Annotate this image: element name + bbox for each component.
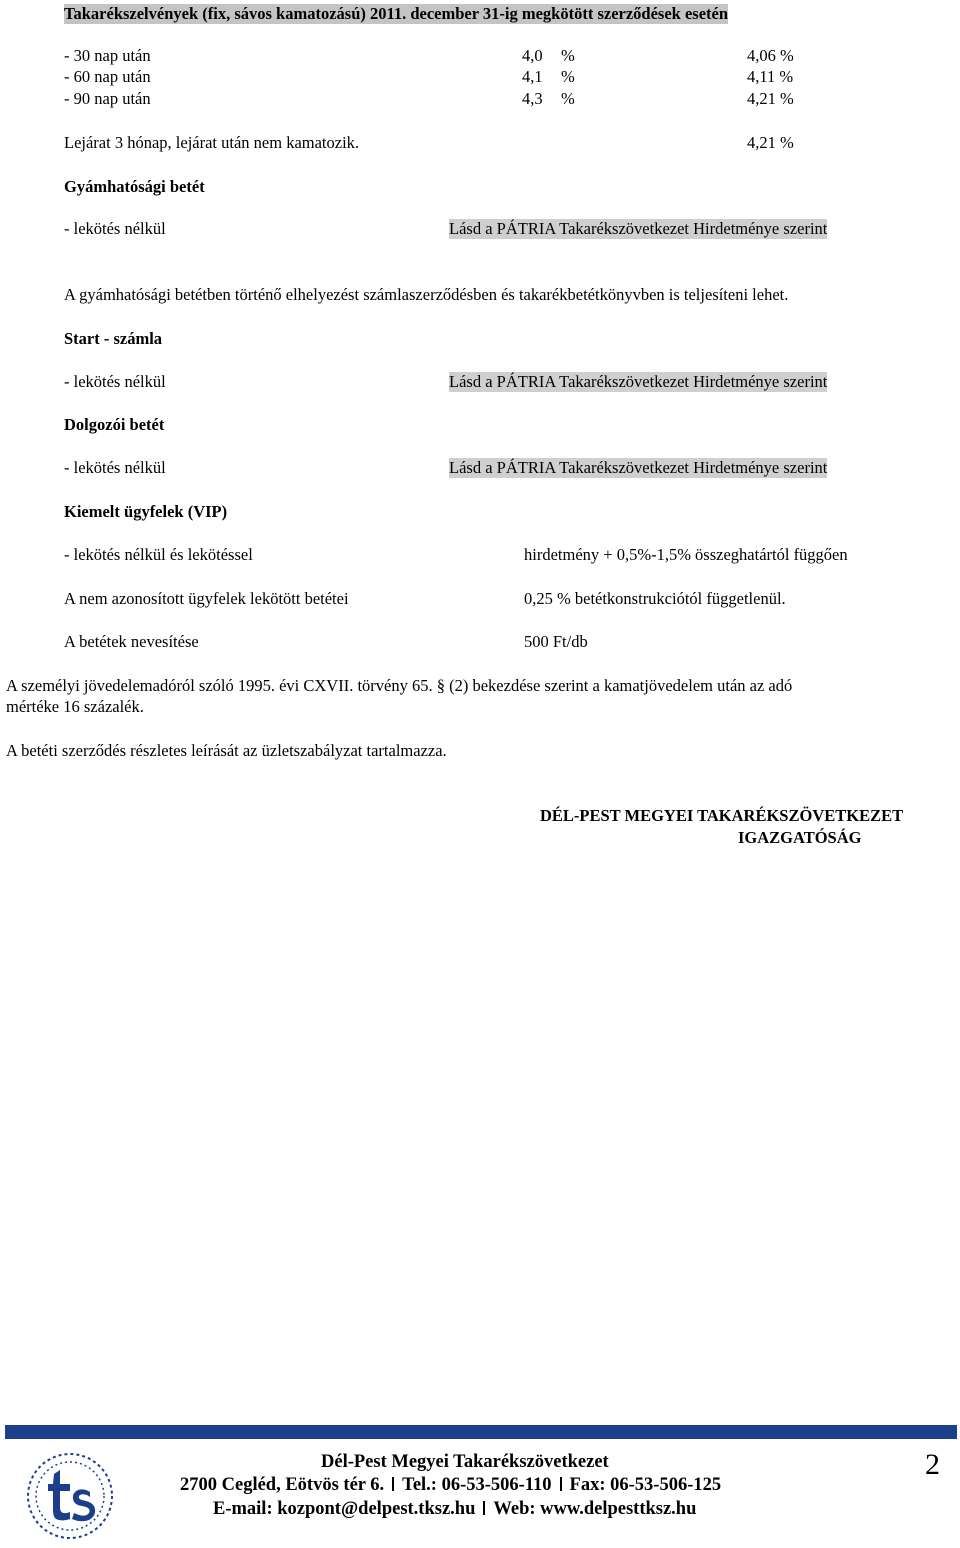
rate-label-60: - 60 nap után (64, 67, 151, 86)
maturity-value: 4,21 % (747, 133, 794, 152)
vip-row-value-2: 500 Ft/db (524, 632, 588, 651)
vip-row-value-1: 0,25 % betétkonstrukciótól függetlenül. (524, 589, 786, 608)
footer-web-line (213, 1499, 696, 1519)
section-title-dolgozoi: Dolgozói betét (64, 415, 165, 434)
footer-contact-line (180, 1475, 721, 1495)
dolgozoi-row-label: - lekötés nélkül (64, 458, 166, 477)
footer-fax: Fax: 06-53-506-125 (569, 1475, 722, 1495)
signature-line-1: DÉL-PEST MEGYEI TAKARÉKSZÖVETKEZET (540, 806, 904, 825)
vip-row-label-1: A nem azonosított ügyfelek lekötött betétei (64, 589, 349, 608)
rate-pct-30: % (561, 46, 575, 65)
section-title-takarekszelveny: Takarékszelvények (fix, sávos kamatozású) 2011. december 31-ig megkötött szerződések esetén (64, 4, 729, 23)
maturity-text: Lejárat 3 hónap, lejárat után nem kamatozik. (64, 133, 360, 152)
vip-row-value-0: hirdetmény + 0,5%-1,5% összeghatártól függően (524, 545, 848, 564)
rate-label-30: - 30 nap után (64, 46, 151, 65)
gyamhatosagi-row-label: - lekötés nélkül (64, 219, 166, 238)
gyamhatosagi-row-value: Lásd a PÁTRIA Takarékszövetkezet Hirdetménye szerint (449, 219, 828, 238)
rate-label-90: - 90 nap után (64, 89, 151, 108)
rate-pct-90: % (561, 89, 575, 108)
start-row-label: - lekötés nélkül (64, 372, 166, 391)
vip-row-label-0: - lekötés nélkül és lekötéssel (64, 545, 253, 564)
gyamhatosagi-note: A gyámhatósági betétben történő elhelyezést számlaszerződésben és takarékbetétkönyvben is teljesíteni lehet. (64, 285, 789, 304)
footer-org-name: Dél-Pest Megyei Takarékszövetkezet (321, 1452, 609, 1472)
vip-row-label-2: A betétek nevesítése (64, 632, 199, 651)
rate-nominal-60: 4,1 (522, 67, 543, 86)
company-logo (24, 1450, 116, 1542)
rate-ebkm-90: 4,21 % (747, 89, 794, 108)
footer-email[interactable]: E-mail: kozpont@delpest.tksz.hu (213, 1499, 476, 1519)
signature-line-2: IGAZGATÓSÁG (738, 828, 862, 847)
contract-note: A betéti szerződés részletes leírását az üzletszabályzat tartalmazza. (6, 741, 447, 760)
footer-web[interactable]: Web: www.delpesttksz.hu (493, 1499, 697, 1519)
dolgozoi-row-value: Lásd a PÁTRIA Takarékszövetkezet Hirdetménye szerint (449, 458, 828, 477)
section-title-vip: Kiemelt ügyfelek (VIP) (64, 502, 228, 521)
footer-address: 2700 Cegléd, Eötvös tér 6. (180, 1475, 385, 1495)
footer-separator (392, 1477, 394, 1491)
rate-nominal-90: 4,3 (522, 89, 543, 108)
rate-ebkm-60: 4,11 % (747, 67, 794, 86)
start-row-value: Lásd a PÁTRIA Takarékszövetkezet Hirdetménye szerint (449, 372, 828, 391)
section-title-start: Start - számla (64, 329, 163, 348)
logo-emblem-icon (24, 1450, 116, 1542)
rate-pct-60: % (561, 67, 575, 86)
footer-separator (560, 1477, 562, 1491)
tax-note-line-1: A személyi jövedelemadóról szóló 1995. évi CXVII. törvény 65. § (2) bekezdése szerint a kamatjövedelem után az adó (6, 676, 793, 695)
tax-note-line-2: mértéke 16 százalék. (6, 697, 144, 716)
footer-bar (5, 1425, 957, 1439)
rate-ebkm-30: 4,06 % (747, 46, 794, 65)
section-title-gyamhatosagi: Gyámhatósági betét (64, 177, 205, 196)
page-number: 2 (925, 1448, 940, 1481)
footer-separator (483, 1501, 485, 1515)
footer-tel: Tel.: 06-53-506-110 (402, 1475, 552, 1495)
rate-nominal-30: 4,0 (522, 46, 543, 65)
